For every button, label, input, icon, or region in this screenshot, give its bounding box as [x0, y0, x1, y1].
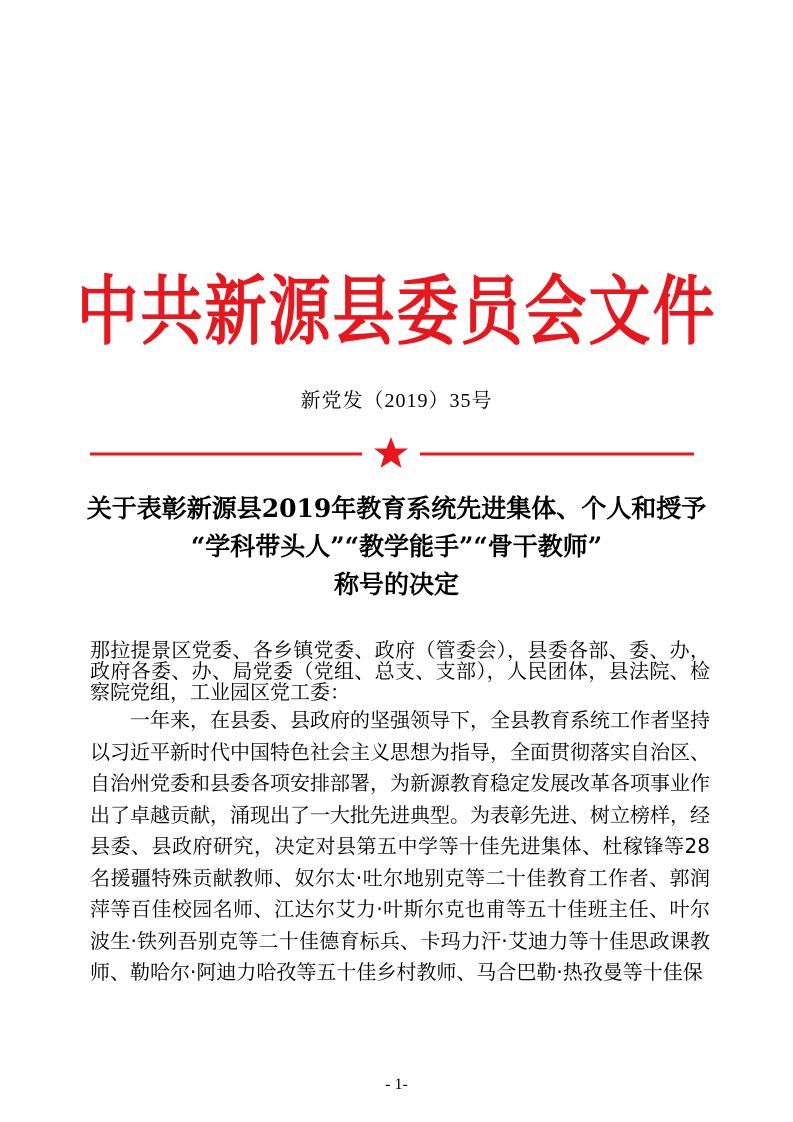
body-paragraph: 一年来，在县委、县政府的坚强领导下，全县教育系统工作者坚持以习近平新时代中国特色社会主义思想为指导，全面贯彻落实自治区、自治州党委和县委各项安排部署，为新源教育稳定发展改革各项事业作出了卓越贡献，涌现出了一大批先进典型。为表彰先进、树立榜样，经县委、县政府研究，决定对县第五中学等十佳先进集体、杜稼锋等28名援疆特殊贡献教师、奴尔太·吐尔地别克等二十佳教育工作者、郭润萍等百佳校园名师、江达尔艾力·叶斯尔克也甫等五十佳班主任、叶尔波生·铁列吾别克等二十佳德育标兵、卡玛力汗·艾迪力等十佳思政课教师、勒哈尔·阿迪力哈孜等五十佳乡村教师、马合巴勒·热孜曼等十佳保 [90, 708, 710, 984]
title-line-1: 关于表彰新源县2019年教育系统先进集体、个人和授予 [86, 494, 707, 523]
document-title [40, 490, 753, 604]
document-body [90, 640, 710, 989]
star-icon [374, 437, 408, 468]
red-separator [0, 434, 793, 474]
title-line-3: 称号的决定 [333, 570, 459, 599]
issuer-title: 中共新源县委员会文件 [76, 266, 717, 356]
separator-graphic [0, 434, 793, 474]
title-line-2: “学科带头人”“教学能手”“骨干教师” [190, 532, 603, 561]
page-number: - 1- [385, 1076, 408, 1093]
addressee: 那拉提景区党委、各乡镇党委、政府（管委会），县委各部、委、办，政府各委、办、局党委（党组、总支、支部），人民团体，县法院、检察院党组，工业园区党工委： [90, 638, 710, 704]
document-number: 新党发（2019）35号 [300, 390, 493, 412]
document-header [0, 262, 793, 362]
